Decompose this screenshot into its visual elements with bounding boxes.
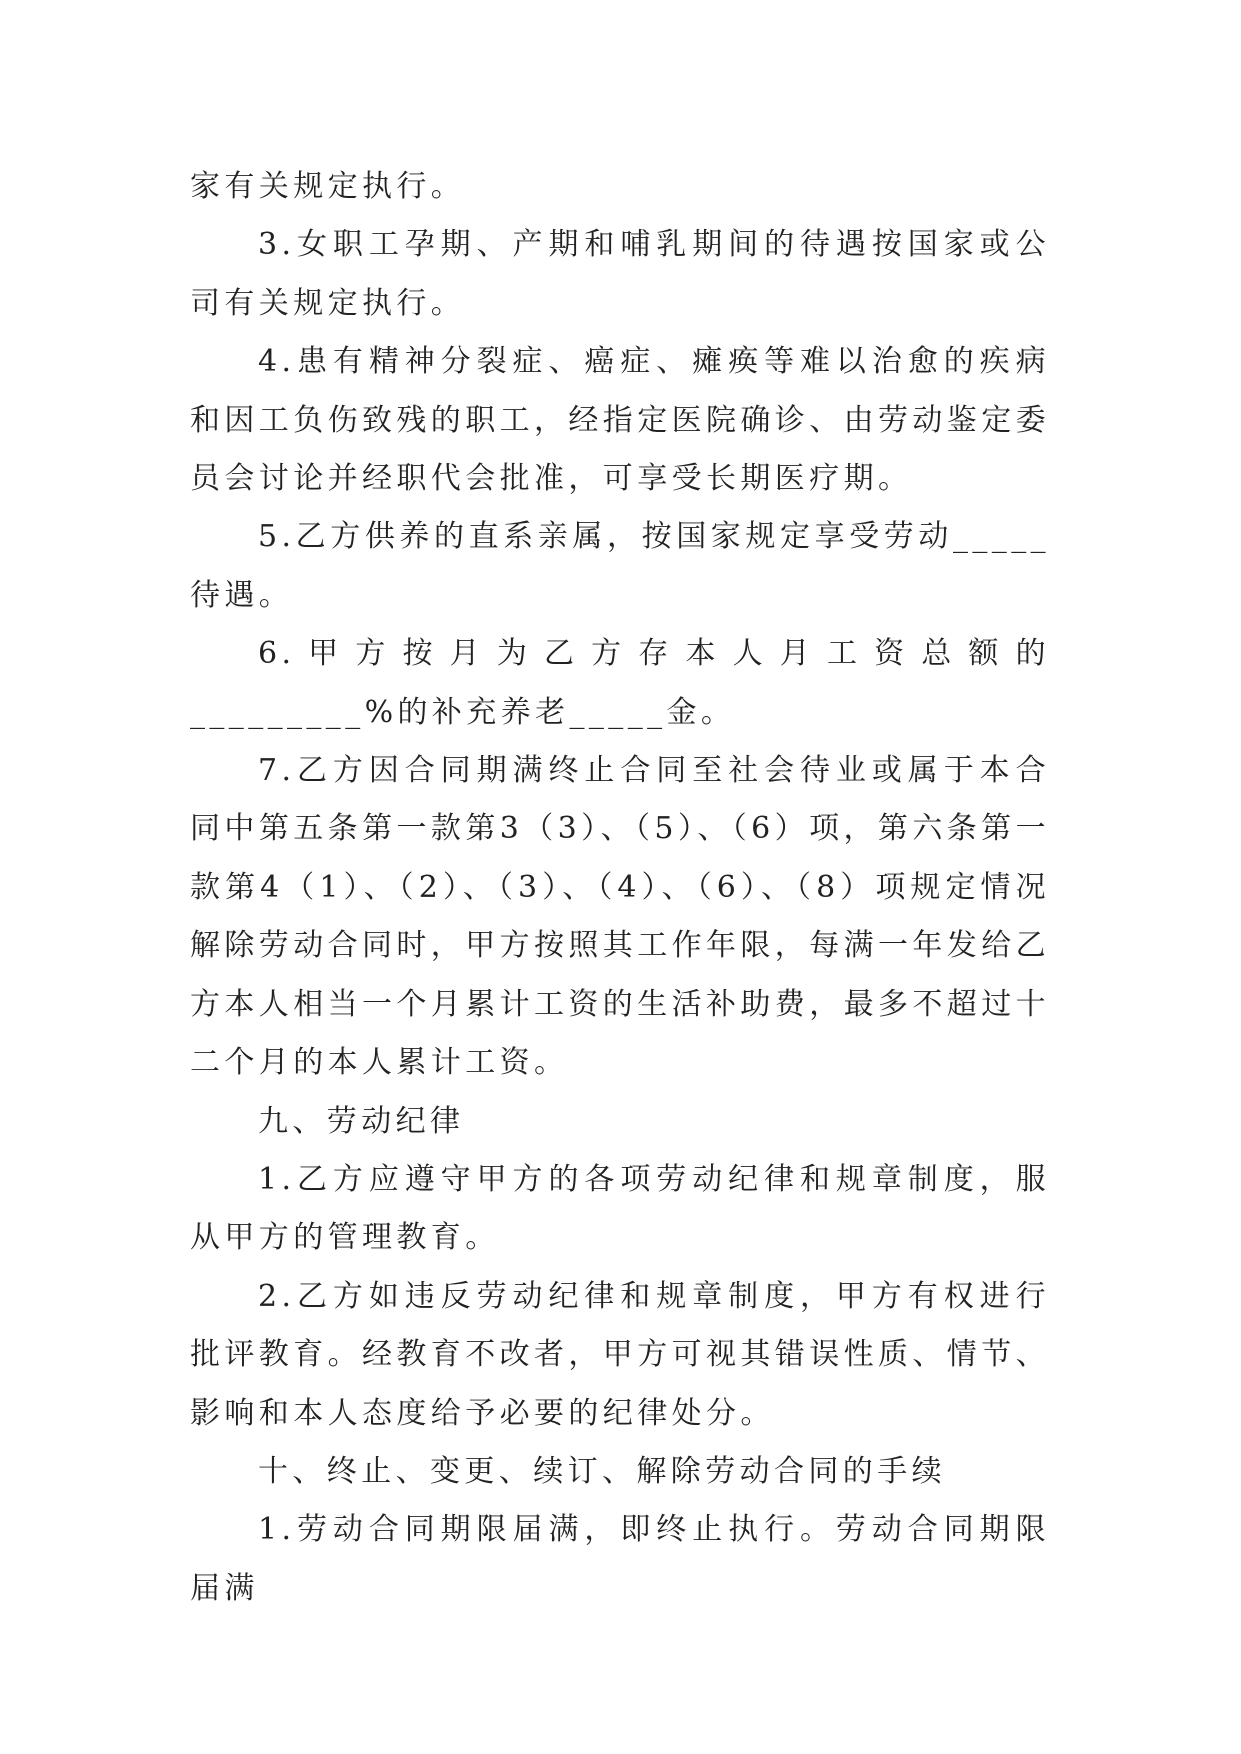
paragraph: 家有关规定执行。 — [190, 169, 466, 204]
paragraph: 1.乙方应遵守甲方的各项劳动纪律和规章制度，服从甲方的管理教育。 — [190, 1161, 1050, 1256]
section-heading: 九、劳动纪律 — [258, 1103, 465, 1139]
document-body — [190, 158, 1050, 1618]
paragraph: 3.女职工孕期、产期和哺乳期间的待遇按国家或公司有关规定执行。 — [190, 227, 1050, 321]
paragraph: 6.甲方按月为乙方存本人月工资总额的_________%的补充养老_____金。 — [190, 636, 1050, 730]
paragraph: 7.乙方因合同期满终止合同至社会待业或属于本合同中第五条第一款第3（3）、（5）、（6）项，第六条第一款第4（1）、（2）、（3）、（4）、（6）、（8）项规定情况解除劳动合同时，甲方按照其工作年限，每满一年发给乙方本人相当一个月累计工资的生活补助费，最多不超过十二个月的本人累计工资。 — [190, 753, 1050, 1081]
paragraph: 1.劳动合同期限届满，即终止执行。劳动合同期限届满 — [190, 1512, 1050, 1606]
section-heading: 十、终止、变更、续订、解除劳动合同的手续 — [258, 1453, 946, 1489]
paragraph: 4.患有精神分裂症、癌症、瘫痪等难以治愈的疾病和因工负伤致残的职工，经指定医院确诊、由劳动鉴定委员会讨论并经职代会批准，可享受长期医疗期。 — [190, 344, 1050, 497]
paragraph: 5.乙方供养的直系亲属，按国家规定享受劳动_____待遇。 — [190, 519, 1050, 613]
paragraph: 2.乙方如违反劳动纪律和规章制度，甲方有权进行批评教育。经教育不改者，甲方可视其错误性质、情节、影响和本人态度给予必要的纪律处分。 — [190, 1278, 1050, 1431]
